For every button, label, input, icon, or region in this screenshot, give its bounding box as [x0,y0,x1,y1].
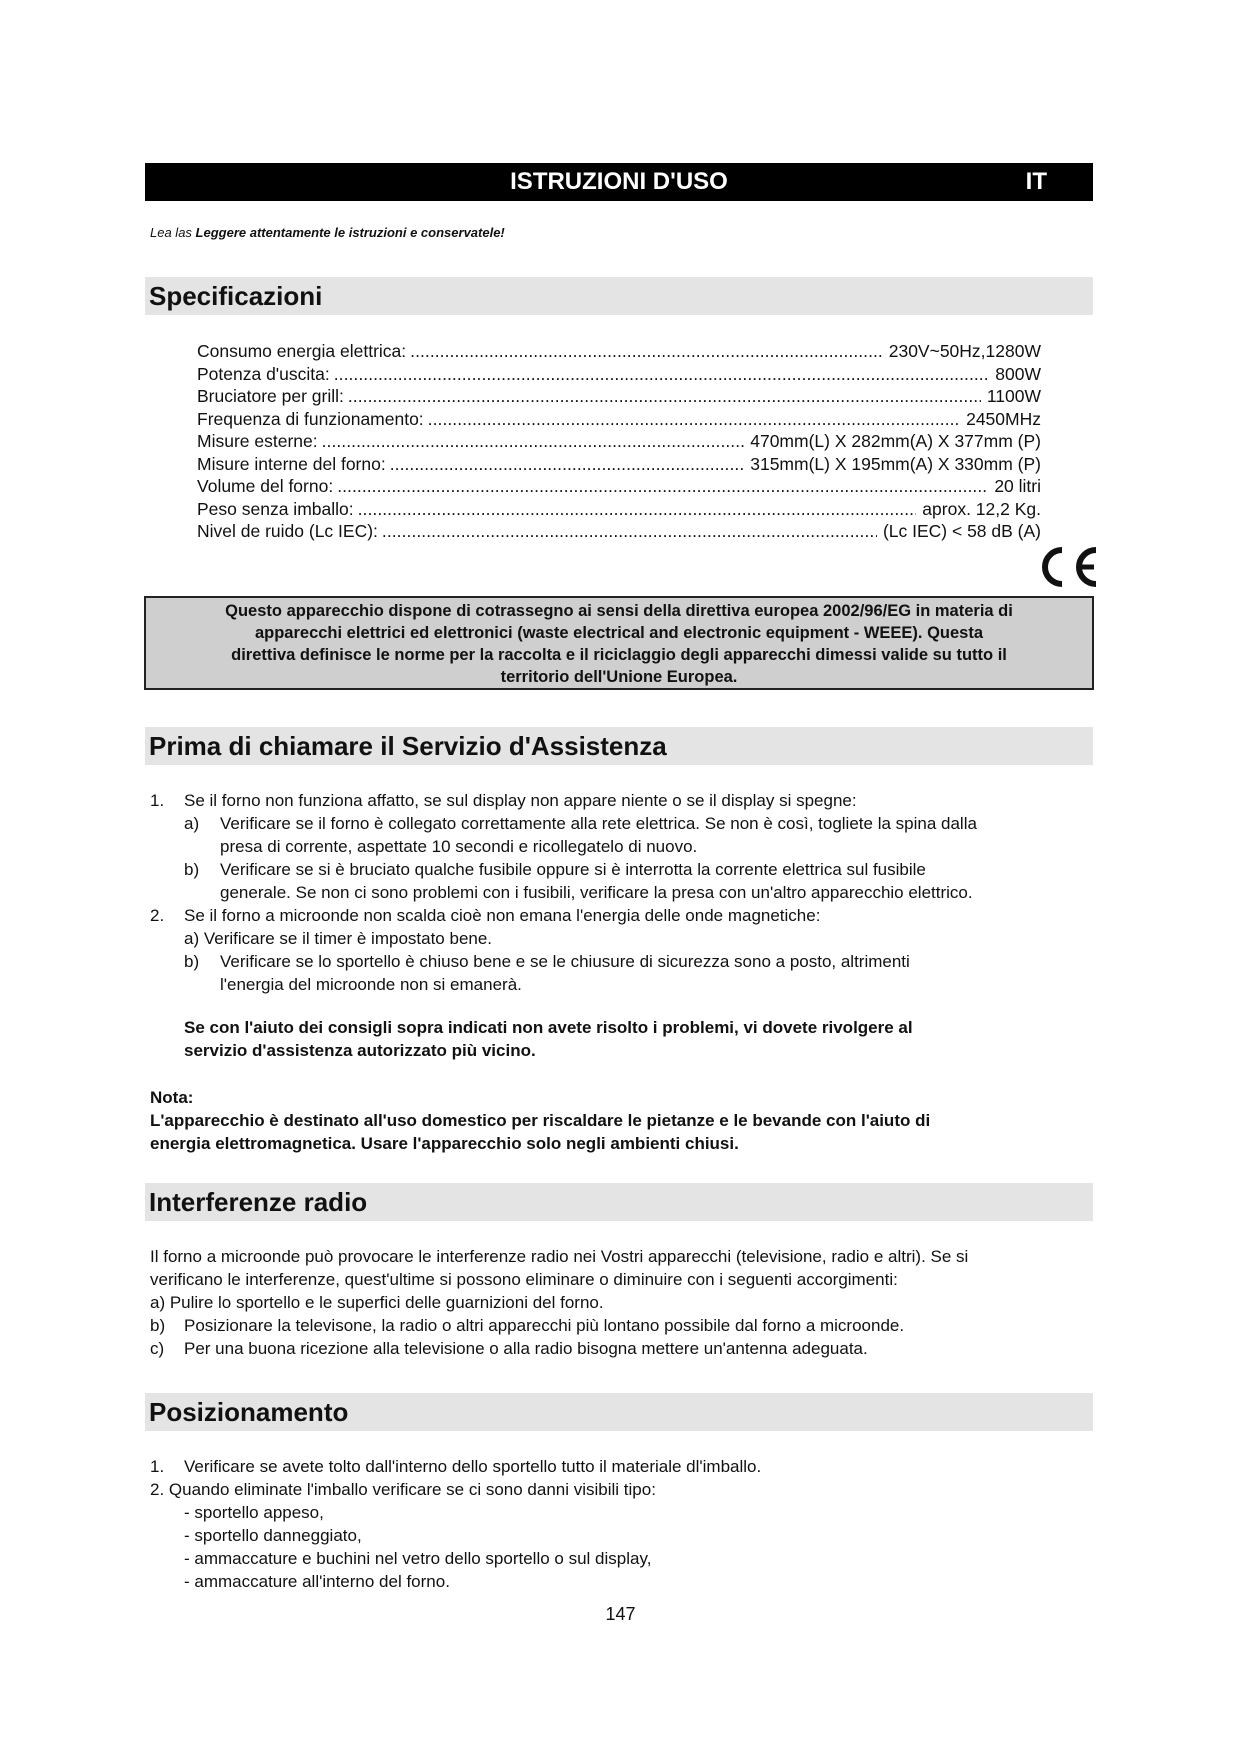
page-number: 147 [605,1604,636,1624]
damage-item: - sportello danneggiato, [184,1526,362,1545]
list-item: Verificare se si è bruciato qualche fusibile oppure si è interrotta la corrente elettrica sul fusibile [220,860,926,879]
note-title: Nota: [150,1088,194,1107]
list-item: Se il forno a microonde non scalda cioè non emana l'energia delle onde magnetiche: [184,906,821,925]
spec-label: Misure interne del forno: [197,453,386,474]
section-assistance: Prima di chiamare il Servizio d'Assistenza [145,727,1093,765]
spec-value: 470mm(L) X 282mm(A) X 377mm (P) [750,431,1041,451]
spec-row [197,453,1041,476]
list-item: a) Pulire lo sportello e le superfici delle guarnizioni del forno. [150,1293,604,1312]
ce-mark-icon [1032,541,1102,593]
spec-row [197,408,1041,431]
list-marker: b) [184,952,200,971]
spec-label: Misure esterne: [197,431,318,451]
spec-label: Consumo energia elettrica: [197,341,407,361]
spec-list [197,340,1041,543]
spec-value: aprox. 12,2 Kg. [922,498,1041,519]
spec-label: Volume del forno: [197,476,334,496]
list-item: Verificare se il forno è collegato correttamente alla rete elettrica. Se non è così, togliete la spina dalla [220,814,977,833]
list-item: presa di corrente, aspettate 10 secondi e ricollegatelo di nuovo. [220,837,698,856]
spec-label: Nivel de ruido (Lc IEC): [197,521,378,541]
spec-row [197,498,1041,521]
list-item: Posizionare la televisone, la radio o altri apparecchi più lontano possibile dal forno a microonde. [184,1316,905,1335]
paragraph-line: Il forno a microonde può provocare le interferenze radio nei Vostri apparecchi (televisione, radio e altri). Se si [150,1247,969,1266]
list-item: generale. Se non ci sono problemi con i fusibili, verificare la presa con un'altro apparecchio elettrico. [220,883,973,902]
damage-item: - sportello appeso, [184,1503,324,1522]
page-title: ISTRUZIONI D'USO [510,168,728,195]
paragraph-line: verificano le interferenze, quest'ultime si possono eliminare o diminuire con i seguenti accorgimenti: [150,1270,898,1289]
list-item: 2. Quando eliminate l'imballo verificare se ci sono danni visibili tipo: [150,1480,656,1499]
header-bar [145,163,1093,201]
note-text: L'apparecchio è destinato all'uso domestico per riscaldare le pietanze e le bevande con l'aiuto di [150,1111,931,1130]
spec-row [197,340,1041,363]
damage-item: - ammaccature e buchini nel vetro dello sportello o sul display, [184,1549,652,1568]
note-text: energia elettromagnetica. Usare l'apparecchio solo negli ambienti chiusi. [150,1134,739,1153]
weee-line: territorio dell'Unione Europea. [500,668,738,686]
spec-row [197,430,1041,453]
list-marker: a) [184,814,200,833]
list-item: Per una buona ricezione alla televisione o alla radio bisogna mettere un'antenna adeguata. [184,1339,868,1358]
spec-row [197,520,1041,543]
spec-value: 800W [995,363,1041,384]
spec-label: Bruciatore per grill: [197,386,344,406]
spec-value: 230V~50Hz,1280W [888,341,1041,361]
weee-line: direttiva definisce le norme per la raccolta e il riciclaggio degli apparecchi dimessi valide su tutto il [231,646,1007,664]
spec-label: Frequenza di funzionamento: [197,408,424,429]
list-marker: c) [150,1339,165,1358]
spec-value: 315mm(L) X 195mm(A) X 330mm (P) [750,453,1041,474]
list-item: Se il forno non funziona affatto, se sul display non appare niente o se il display si spegne: [184,791,857,810]
spec-value: 20 litri [994,476,1041,496]
spec-value: 1100W [986,386,1041,406]
spec-row [197,363,1041,386]
list-item: a) Verificare se il timer è impostato bene. [184,929,493,948]
list-marker: b) [184,860,200,879]
intro-note [150,225,505,240]
list-item: Verificare se avete tolto dall'interno dello sportello tutto il materiale dl'imballo. [184,1457,762,1476]
spec-value: 2450MHz [966,408,1041,429]
list-marker: b) [150,1316,166,1335]
advice-text: Se con l'aiuto dei consigli sopra indicati non avete risolto i problemi, vi dovete rivolgere al [184,1018,913,1037]
list-marker: 2. [150,906,165,925]
list-marker: 1. [150,1457,165,1476]
list-item: l'energia del microonde non si emanerà. [220,975,522,994]
list-item: Verificare se lo sportello è chiuso bene e se le chiusure di sicurezza sono a posto, altrimenti [220,952,910,971]
section-positioning: Posizionamento [145,1393,1093,1431]
spec-row [197,475,1041,498]
spec-label: Peso senza imballo: [197,498,354,519]
list-marker: 1. [150,791,165,810]
weee-line: apparecchi elettrici ed elettronici (waste electrical and electronic equipment - WEEE). Questa [254,624,984,642]
damage-item: - ammaccature all'interno del forno. [184,1572,450,1591]
intro-prefix: Lea las [150,225,196,240]
spec-label: Potenza d'uscita: [197,363,330,384]
spec-row [197,385,1041,408]
section-specifications: Specificazioni [145,277,1093,315]
weee-notice [144,596,1094,690]
weee-line: Questo apparecchio dispone di cotrassegno ai sensi della direttiva europea 2002/96/EG in materia di [225,602,1013,620]
intro-bold: Leggere attentamente le istruzioni e conservatele! [195,225,505,240]
section-radio-interference: Interferenze radio [145,1183,1093,1221]
spec-value: (Lc IEC) < 58 dB (A) [882,521,1041,541]
language-code: IT [1025,168,1047,195]
advice-text: servizio d'assistenza autorizzato più vicino. [184,1041,536,1060]
